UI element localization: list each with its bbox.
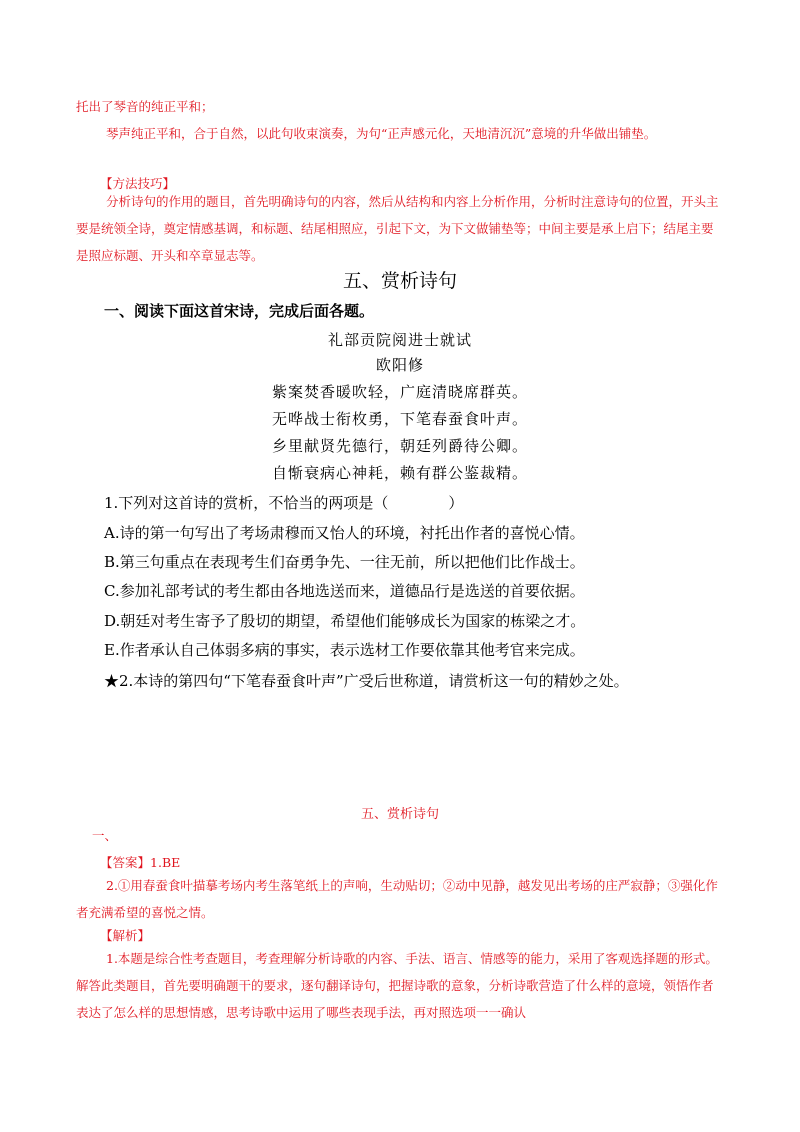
poem-line: 无哗战士衔枚勇，下笔春蚕食叶声。 [271,410,528,428]
method-label: 【方法技巧】 [100,176,176,191]
question-1-close: ） [448,494,464,512]
poem-author: 欧阳修 [375,356,424,374]
section-title: 五、赏析诗句 [342,270,457,292]
question-1-stem: 1.下列对这首诗的赏析，不恰当的两项是（ [104,494,389,512]
option-c: C.参加礼部考试的考生都由各地选送而来，道德品行是选送的首要依据。 [104,582,585,600]
carryover-line: 托出了琴音的纯正平和； [76,99,214,114]
poem-line: 自惭衰病心神耗，赖有群公鉴裁精。 [271,464,528,482]
answer-2-text: 2.①用春蚕食叶描摹考场内考生落笔纸上的声响，生动贴切；②动中见静，越发见出考场的庄严寂静；③强化作者充满希望的喜悦之情。 [76,878,718,920]
carryover-paragraph: 琴声纯正平和，合于自然，以此句收束演奏，为句“正声感元化，天地清沉沉”意境的升华做出铺垫。 [106,126,657,141]
analysis-label: 【解析】 [100,928,151,943]
option-d: D.朝廷对考生寄予了殷切的期望，希望他们能够成长为国家的栋梁之才。 [104,612,586,630]
section-instruction: 一、阅读下面这首宋诗，完成后面各题。 [104,302,375,320]
poem-title: 礼部贡院阅进士就试 [327,331,472,349]
poem-line: 乡里献贤先德行，朝廷列爵待公卿。 [271,437,528,455]
answer-value: 1.BE [150,855,181,870]
option-a: A.诗的第一句写出了考场肃穆而又怡人的环境，衬托出作者的喜悦心情。 [104,524,585,542]
option-b: B.第三句重点在表现考生们奋勇争先、一往无前，所以把他们比作战士。 [104,553,585,571]
poem-line: 紫案焚香暖吹轻，广庭清晓席群英。 [271,383,528,401]
analysis-text: 1.本题是综合性考查题目，考查理解分析诗歌的内容、手法、语言、情感等的能力，采用了客观选择题的形式。解答此类题目，首先要明确题干的要求，逐句翻译诗句，把握诗歌的意象，分析诗歌营造了什么样的意境，领悟作者表达了怎么样的思想情感，思考诗歌中运用了哪些表现手法，再对照选项一一确认 [76,951,718,1020]
option-e: E.作者承认自己体弱多病的事实，表示选材工作要依靠其他考官来完成。 [104,641,585,659]
answer-sub-label: 一、 [92,828,118,843]
answer-label: 【答案】 [100,855,151,870]
question-2: ★2.本诗的第四句“下笔春蚕食叶声”广受后世称道，请赏析这一句的精妙之处。 [104,672,629,690]
method-text: 分析诗句的作用的题目，首先明确诗句的内容，然后从结构和内容上分析作用，分析时注意诗句的位置，开头主要是统领全诗，奠定情感基调，和标题、结尾相照应，引起下文，为下文做铺垫等；中间主要是承上启下；结尾主要是照应标题、开头和卒章显志等。 [76,194,719,263]
answer-section-title: 五、赏析诗句 [360,807,439,822]
question-1 [104,492,463,513]
